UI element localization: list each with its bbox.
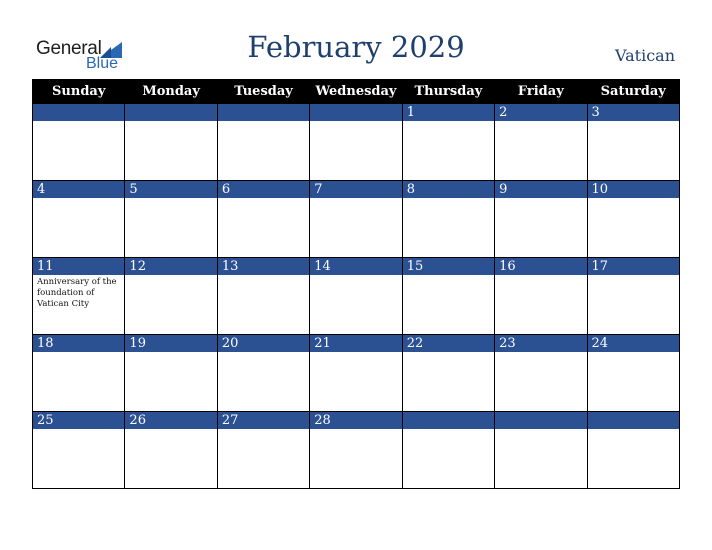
day-number: 24 xyxy=(588,335,679,352)
day-number: 4 xyxy=(33,181,124,198)
weekday-header: Wednesday xyxy=(310,80,402,104)
day-cell xyxy=(310,104,402,181)
weekday-header: Tuesday xyxy=(217,80,309,104)
day-number: 21 xyxy=(310,335,401,352)
day-cell xyxy=(587,181,679,258)
day-cell xyxy=(217,181,309,258)
day-cell xyxy=(217,335,309,412)
logo-text-general: General xyxy=(36,38,102,59)
day-cell xyxy=(33,181,125,258)
weekday-header: Sunday xyxy=(33,80,125,104)
calendar-week-row xyxy=(33,258,680,335)
weekday-header: Monday xyxy=(125,80,217,104)
day-number: 23 xyxy=(495,335,586,352)
calendar-grid xyxy=(32,79,680,489)
day-cell xyxy=(33,412,125,489)
day-number: 15 xyxy=(403,258,494,275)
day-number: 1 xyxy=(403,104,494,121)
day-number: 14 xyxy=(310,258,401,275)
day-number xyxy=(218,104,309,121)
day-cell xyxy=(587,104,679,181)
day-number: 3 xyxy=(588,104,679,121)
weekday-header: Saturday xyxy=(587,80,679,104)
day-number xyxy=(495,412,586,429)
day-cell xyxy=(495,104,587,181)
day-cell xyxy=(33,258,125,335)
day-number: 26 xyxy=(125,412,216,429)
day-cell xyxy=(125,181,217,258)
day-number: 25 xyxy=(33,412,124,429)
day-number: 5 xyxy=(125,181,216,198)
day-number xyxy=(403,412,494,429)
day-cell xyxy=(217,412,309,489)
day-number: 27 xyxy=(218,412,309,429)
day-number: 9 xyxy=(495,181,586,198)
country-label: Vatican xyxy=(615,46,675,65)
day-cell xyxy=(495,412,587,489)
day-number: 18 xyxy=(33,335,124,352)
day-number: 8 xyxy=(403,181,494,198)
day-cell xyxy=(310,335,402,412)
day-number: 2 xyxy=(495,104,586,121)
day-cell xyxy=(402,412,494,489)
day-cell xyxy=(402,258,494,335)
weekday-header: Thursday xyxy=(402,80,494,104)
weekday-header-row xyxy=(33,80,680,104)
day-cell xyxy=(125,335,217,412)
calendar-week-row xyxy=(33,335,680,412)
day-number xyxy=(310,104,401,121)
day-number: 13 xyxy=(218,258,309,275)
day-number: 22 xyxy=(403,335,494,352)
day-number: 19 xyxy=(125,335,216,352)
day-cell xyxy=(217,258,309,335)
calendar-week-row xyxy=(33,412,680,489)
day-cell xyxy=(33,104,125,181)
calendar-week-row xyxy=(33,181,680,258)
day-number: 28 xyxy=(310,412,401,429)
day-cell xyxy=(125,258,217,335)
day-number: 17 xyxy=(588,258,679,275)
day-cell xyxy=(217,104,309,181)
day-cell xyxy=(402,181,494,258)
day-number xyxy=(125,104,216,121)
day-cell xyxy=(587,335,679,412)
day-cell xyxy=(402,104,494,181)
day-number xyxy=(588,412,679,429)
day-cell xyxy=(310,412,402,489)
day-number: 11 xyxy=(33,258,124,275)
calendar-body xyxy=(33,104,680,489)
day-cell xyxy=(310,181,402,258)
day-number: 16 xyxy=(495,258,586,275)
day-cell xyxy=(495,181,587,258)
day-number xyxy=(33,104,124,121)
day-cell xyxy=(125,104,217,181)
holiday-label: Anniversary of the foundation of Vatican City xyxy=(37,277,117,309)
day-cell xyxy=(125,412,217,489)
day-cell xyxy=(587,412,679,489)
day-cell xyxy=(402,335,494,412)
calendar-title: February 2029 xyxy=(247,30,465,64)
day-cell xyxy=(310,258,402,335)
logo-text-blue: Blue xyxy=(86,55,119,72)
day-cell xyxy=(495,258,587,335)
day-cell xyxy=(495,335,587,412)
weekday-header: Friday xyxy=(495,80,587,104)
calendar-week-row xyxy=(33,104,680,181)
day-cell xyxy=(33,335,125,412)
day-number: 12 xyxy=(125,258,216,275)
day-number: 6 xyxy=(218,181,309,198)
day-number: 20 xyxy=(218,335,309,352)
day-number: 10 xyxy=(588,181,679,198)
day-cell xyxy=(587,258,679,335)
day-number: 7 xyxy=(310,181,401,198)
